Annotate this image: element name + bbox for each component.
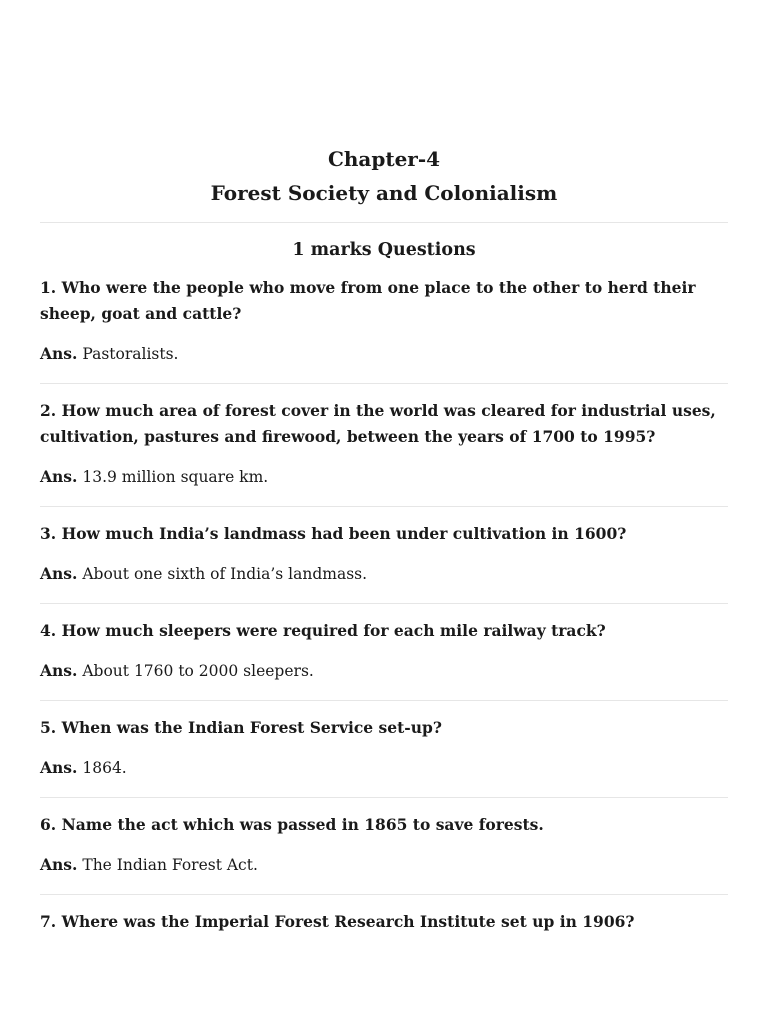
- answer-value: 1864.: [82, 759, 127, 777]
- question-text: 5. When was the Indian Forest Service set-up?: [40, 718, 442, 737]
- answer-label: Ans.: [40, 344, 78, 363]
- question-text: 3. How much India’s landmass had been under cultivation in 1600?: [40, 524, 627, 543]
- divider: [40, 603, 728, 604]
- divider: [40, 797, 728, 798]
- answer-label: Ans.: [40, 758, 78, 777]
- answer-label: Ans.: [40, 564, 78, 583]
- qa-item: [40, 618, 728, 684]
- answer-value: About 1760 to 2000 sleepers.: [82, 662, 314, 680]
- qa-item: [40, 715, 728, 781]
- qa-item: [40, 909, 728, 935]
- answer-label: Ans.: [40, 661, 78, 680]
- answer-value: 13.9 million square km.: [82, 468, 269, 486]
- question-text: 6. Name the act which was passed in 1865 to save forests.: [40, 815, 544, 834]
- answer-text: [40, 658, 728, 684]
- qa-item: [40, 521, 728, 587]
- answer-text: [40, 755, 728, 781]
- answer-value: Pastoralists.: [82, 345, 179, 363]
- answer-text: [40, 852, 728, 878]
- question-text: 7. Where was the Imperial Forest Research Institute set up in 1906?: [40, 912, 635, 931]
- section-heading: 1 marks Questions: [292, 240, 476, 260]
- qa-item: [40, 275, 728, 367]
- answer-text: [40, 341, 728, 367]
- answer-value: About one sixth of India’s landmass.: [82, 565, 368, 583]
- divider: [40, 222, 728, 223]
- qa-item: [40, 398, 728, 490]
- question-text: 4. How much sleepers were required for each mile railway track?: [40, 621, 606, 640]
- question-text: 2. How much area of forest cover in the world was cleared for industrial uses, cultivation, pastures and firewood, between the years of 1700 to 1995?: [40, 401, 716, 446]
- divider: [40, 506, 728, 507]
- divider: [40, 383, 728, 384]
- chapter-number: Chapter-4: [327, 147, 441, 171]
- chapter-title: Forest Society and Colonialism: [210, 181, 558, 205]
- answer-value: The Indian Forest Act.: [82, 856, 258, 874]
- question-text: 1. Who were the people who move from one place to the other to herd their sheep, goat and cattle?: [40, 278, 696, 323]
- answer-label: Ans.: [40, 467, 78, 486]
- answer-text: [40, 561, 728, 587]
- divider: [40, 894, 728, 895]
- answer-label: Ans.: [40, 855, 78, 874]
- answer-text: [40, 464, 728, 490]
- divider: [40, 700, 728, 701]
- qa-item: [40, 812, 728, 878]
